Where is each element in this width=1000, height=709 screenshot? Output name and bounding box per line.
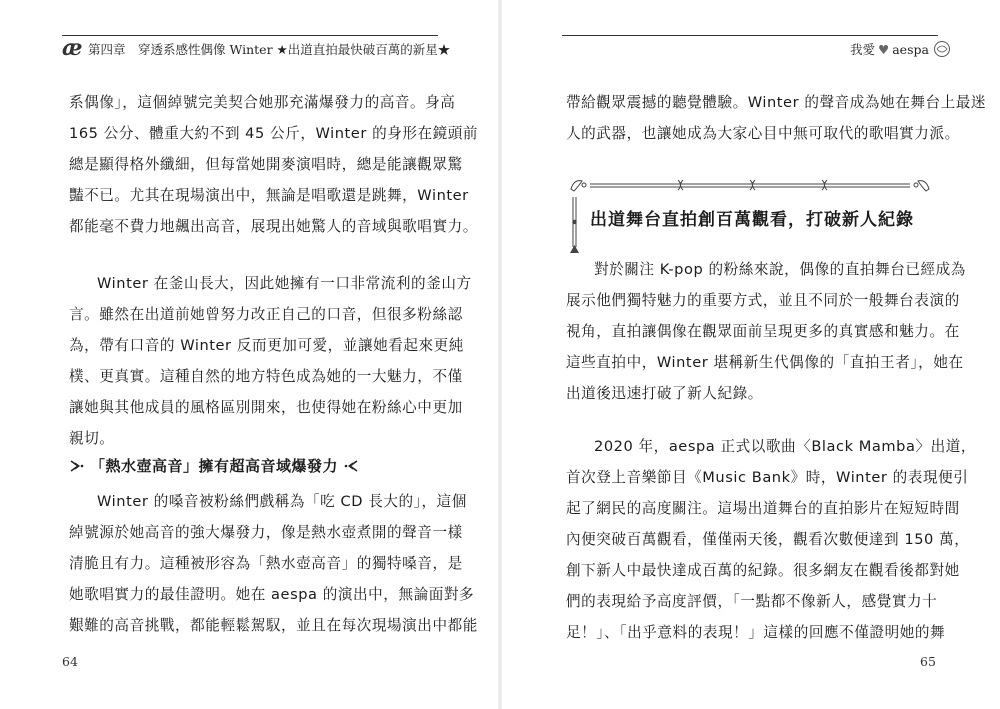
text-line: Winter 在釜山長大，因此她擁有一口非常流利的釜山方 [97, 275, 472, 292]
chapter-logo: æ [62, 35, 83, 61]
text-line: 都能毫不費力地飆出高音，展現出她驚人的音域與歌唱實力。 [69, 218, 478, 235]
subheading-left-ornament-icon [69, 458, 85, 474]
text-line: 親切。 [69, 430, 115, 447]
text-line: 視角，直拍讓偶像在觀眾面前呈現更多的真實感和魅力。在 [566, 323, 960, 340]
text-line: 內便突破百萬觀看，僅僅兩天後，觀看次數便達到 150 萬， [566, 531, 970, 548]
header-rule-left [62, 35, 438, 36]
text-line: 展示他們獨特魅力的重要方式，並且不同於一般舞台表演的 [566, 292, 960, 309]
text-line: 艱難的高音挑戰，都能輕鬆駕馭，並且在每次現場演出中都能 [69, 617, 478, 634]
text-line: 綽號源於她高音的強大爆發力，像是熱水壺煮開的聲音一樣 [69, 524, 463, 541]
text-line: 系偶像」，這個綽號完美契合她那充滿爆發力的高音。身高 [69, 94, 456, 111]
text-line: 出道後迅速打破了新人紀錄。 [566, 385, 763, 402]
text-line: 帶給觀眾震撼的聽覺體驗。Winter 的聲音成為她在舞台上最迷 [566, 94, 987, 111]
text-line: 清脆且有力。這種被形容為「熱水壺高音」的獨特嗓音，是 [69, 555, 463, 572]
text-line: 人的武器，也讓她成為大家心目中無可取代的歌唱實力派。 [566, 125, 960, 142]
text-line: 言。雖然在出道前她曾努力改正自己的口音，但很多粉絲認 [69, 306, 463, 323]
subheading-right-ornament-icon [343, 458, 359, 474]
section-title: 出道舞台直拍創百萬觀看，打破新人紀錄 [590, 210, 914, 230]
text-line: 創下新人中最快達成百萬的紀錄。很多網友在觀看後都對她 [566, 562, 960, 579]
subheading-text: 「熱水壺高音」擁有超高音域爆發力 [90, 457, 339, 475]
text-line: 2020 年，aespa 正式以歌曲〈Black Mamba〉出道， [594, 438, 977, 455]
page-number-right: 65 [920, 654, 936, 669]
text-line: 為，帶有口音的 Winter 反而更加可愛，並讓她看起來更純 [69, 337, 464, 354]
series-title-text: 我愛 [850, 42, 876, 57]
text-line: 樸、更真實。這種自然的地方特色成為她的一大魅力，不僅 [69, 368, 463, 385]
text-line: 對於關注 K-pop 的粉絲來說，偶像的直拍舞台已經成為 [594, 261, 966, 278]
subheading [69, 455, 359, 476]
series-running-head [850, 40, 952, 58]
text-line: 讓她與其他成員的風格區別開來，也使得她在粉絲心中更加 [69, 399, 463, 416]
text-line: 豔不已。尤其在現場演出中，無論是唱歌還是跳舞，Winter [69, 187, 469, 204]
text-line: 總是顯得格外纖細，但每當她開麥演唱時，總是能讓觀眾驚 [69, 156, 463, 173]
book-gutter [498, 0, 502, 709]
text-line: 們的表現給予高度評價，「一點都不像新人，感覺實力十 [566, 593, 938, 610]
text-line: 她歌唱實力的最佳證明。她在 aespa 的演出中，無論面對多 [69, 586, 475, 603]
heart-icon: ♥ [878, 41, 890, 57]
series-badge-icon [932, 40, 952, 58]
page-number-left: 64 [62, 654, 78, 669]
text-line: 165 公分、體重大約不到 45 公斤，Winter 的身形在鏡頭前 [69, 125, 479, 142]
text-line: 起了網民的高度關注。這場出道舞台的直拍影片在短短時間 [566, 500, 960, 517]
text-line: 足！」、「出乎意料的表現！」這樣的回應不僅證明她的舞 [566, 624, 946, 641]
text-line: 首次登上音樂節目《Music Bank》時，Winter 的表現便引 [566, 469, 969, 486]
text-line: 這些直拍中，Winter 堪稱新生代偶像的「直拍王者」，她在 [566, 354, 964, 371]
header-rule-right [562, 35, 938, 36]
series-brand-text: aespa [892, 41, 929, 57]
text-line: Winter 的嗓音被粉絲們戲稱為「吃 CD 長大的」，這個 [97, 493, 467, 510]
chapter-running-head: 第四章 穿透系感性偶像 Winter ★出道直拍最快破百萬的新星★ [88, 42, 451, 57]
